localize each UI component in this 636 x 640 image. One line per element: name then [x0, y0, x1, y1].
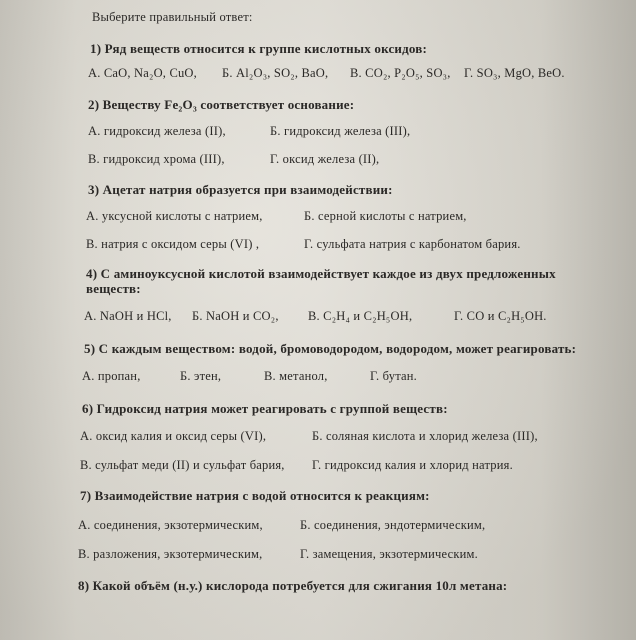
instruction: Выберите правильный ответ: — [92, 10, 253, 24]
question-1: 1) Ряд веществ относится к группе кислотных оксидов: — [90, 41, 428, 56]
q6-option-d: Г. гидроксид калия и хлорид натрия. — [312, 458, 513, 472]
q1-option-c: В. CO₂, P₂O₅, SO₃, — [350, 66, 451, 80]
q2-option-c: В. гидроксид хрома (III), — [88, 152, 225, 166]
question-6: 6) Гидроксид натрия может реагировать с группой веществ: — [82, 401, 448, 416]
q3-option-c: В. натрия с оксидом серы (VI) , — [86, 237, 260, 251]
q5-option-b: Б. этен, — [180, 369, 222, 383]
q7-option-a: А. соединения, экзотермическим, — [78, 518, 263, 532]
q4-option-d: Г. CO и C₂H₅OH. — [454, 309, 547, 323]
q4-option-b: Б. NaOH и CO₂, — [192, 309, 279, 323]
question-4-line-2: веществ: — [86, 281, 141, 296]
question-5: 5) С каждым веществом: водой, бромоводородом, водородом, может реагировать: — [84, 341, 577, 356]
q2-option-b: Б. гидроксид железа (III), — [270, 124, 411, 138]
question-3: 3) Ацетат натрия образуется при взаимодействии: — [88, 182, 393, 197]
q1-option-b: Б. Al₂O₃, SO₂, BaO, — [222, 66, 329, 80]
question-8: 8) Какой объём (н.у.) кислорода потребуется для сжигания 10л метана: — [78, 578, 508, 593]
q7-option-d: Г. замещения, экзотермическим. — [300, 547, 478, 561]
q2-option-d: Г. оксид железа (II), — [270, 152, 380, 166]
q2-option-a: А. гидроксид железа (II), — [88, 124, 226, 138]
q6-option-b: Б. соляная кислота и хлорид железа (III), — [312, 429, 538, 443]
q4-option-a: А. NaOH и HCl, — [84, 309, 172, 323]
q7-option-b: Б. соединения, эндотермическим, — [300, 518, 486, 532]
q6-option-c: В. сульфат меди (II) и сульфат бария, — [80, 458, 285, 472]
q5-option-d: Г. бутан. — [370, 369, 417, 383]
question-7: 7) Взаимодействие натрия с водой относится к реакциям: — [80, 488, 430, 503]
q7-option-c: В. разложения, экзотермическим, — [78, 547, 263, 561]
q1-option-d: Г. SO₃, MgO, BeO. — [464, 66, 565, 80]
q4-option-c: В. C₂H₄ и C₂H₅OH, — [308, 309, 413, 323]
q3-option-a: А. уксусной кислоты с натрием, — [86, 209, 263, 223]
q1-option-a: А. CaO, Na₂O, CuO, — [88, 66, 197, 80]
question-2: 2) Веществу Fe₂O₃ соответствует основание: — [88, 97, 355, 112]
q3-option-d: Г. сульфата натрия с карбонатом бария. — [304, 237, 521, 251]
question-4-line-1: 4) С аминоуксусной кислотой взаимодействует каждое из двух предложенных — [86, 266, 556, 281]
q5-option-a: А. пропан, — [82, 369, 141, 383]
q5-option-c: В. метанол, — [264, 369, 328, 383]
q6-option-a: А. оксид калия и оксид серы (VI), — [80, 429, 267, 443]
q3-option-b: Б. серной кислоты с натрием, — [304, 209, 467, 223]
